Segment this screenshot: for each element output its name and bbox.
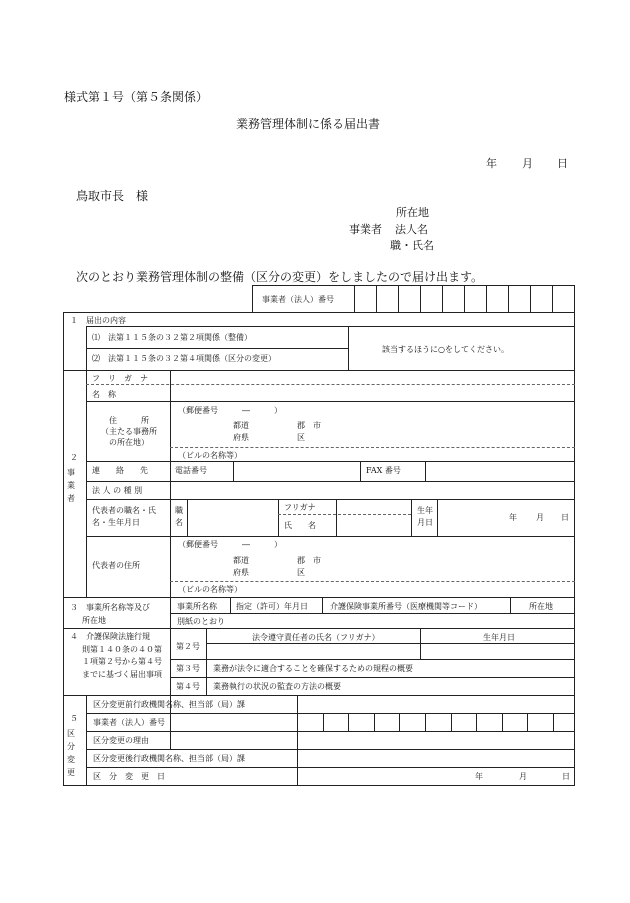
section5-row2: 事業者（法人）番号: [93, 718, 165, 727]
office-location-label: 所在地: [529, 602, 553, 611]
section2-vertical-label: 事 業 者: [67, 468, 75, 503]
corp-type-label: 法 人 の 種 別: [92, 486, 143, 495]
address-label: 住 所 （主たる事務所 の所在地）: [101, 416, 157, 447]
section5-number: ５: [70, 714, 78, 723]
section3-label: ３ 事業所名称等及び 所在地: [70, 603, 150, 625]
compliance-officer-label: 法令遵守責任者の氏名（フリガナ）: [252, 633, 380, 642]
prefecture-line2: 府県: [233, 433, 249, 442]
section1-note: 該当するほうに○をしてください。: [382, 345, 509, 354]
rep-furigana-label: フリガナ: [284, 503, 316, 512]
rep-postal-code: （郵便番号 ― ）: [178, 540, 282, 549]
office-number-label: 介護保険事業所番号（医療機関等コード）: [330, 602, 482, 611]
section5-row3: 区分変更の理由: [93, 736, 149, 745]
rep-title-label: 職 名: [175, 506, 183, 527]
office-name-label: 事業所名称: [177, 602, 217, 611]
rep-prefecture-line1: 都道: [233, 556, 249, 565]
document-title: 業務管理体制に係る届出書: [236, 117, 381, 131]
section5-row4: 区分変更後行政機関名称、担当部（局）課: [93, 754, 245, 763]
applicant-address-label: 所在地: [396, 206, 429, 219]
rep-name-label: 氏 名: [284, 521, 316, 530]
applicant-title-label: 職・氏名: [390, 239, 434, 252]
prefecture-line1: 都道: [233, 421, 249, 430]
section5-row1: 区分変更前行政機関名称、担当部（局）課: [93, 700, 245, 709]
rep-city-line2: 区: [297, 568, 305, 577]
applicant-prefix: 事業者: [349, 223, 382, 236]
section4-item3: 第３号: [176, 664, 200, 673]
rep-prefecture-line2: 府県: [233, 568, 249, 577]
section1-item1: ⑴ 法第１１５条の３２第２項関係（整備）: [92, 333, 252, 342]
name-label: 名 称: [92, 390, 116, 399]
section4-item4-text: 業務執行の状況の監査の方法の概要: [213, 682, 341, 691]
city-line1: 郡 市: [297, 421, 321, 430]
date-year: 年: [486, 157, 497, 170]
postal-code: （郵便番号 ― ）: [178, 406, 282, 415]
section1-item2: ⑵ 法第１１５条の３２第４項関係（区分の変更）: [92, 354, 276, 363]
building-name: （ビルの名称等）: [178, 451, 242, 460]
section5-month: 月: [519, 772, 527, 781]
attachment-note: 別紙のとおり: [177, 617, 225, 626]
furigana-label: フ リ ガ ナ: [92, 374, 148, 383]
section4-item3-text: 業務が法令に適合することを確保するための規程の概要: [213, 664, 413, 673]
compliance-officer-birth-label: 生年月日: [483, 633, 515, 642]
city-line2: 区: [297, 433, 305, 442]
date-month: 月: [522, 157, 533, 170]
intro-text: 次のとおり業務管理体制の整備（区分の変更）をしましたので届け出ます。: [76, 270, 484, 284]
section2-number: ２: [70, 453, 78, 462]
addressee: 鳥取市長 様: [76, 189, 149, 203]
contact-label: 連 絡 先: [92, 466, 148, 475]
rep-birth-month: 月: [536, 513, 544, 522]
rep-building-name: （ビルの名称等）: [178, 585, 242, 594]
rep-birth-day: 日: [561, 513, 569, 522]
section5-row5: 区 分 変 更 日: [93, 772, 165, 781]
rep-address-label: 代表者の住所: [92, 561, 140, 570]
form-number: 様式第１号（第５条関係）: [64, 90, 209, 104]
rep-birth-year: 年: [509, 513, 517, 522]
date-day: 日: [557, 157, 568, 170]
rep-city-line1: 郡 市: [297, 556, 321, 565]
phone-label: 電話番号: [175, 466, 207, 475]
section4-label: ４ 介護保険法施行規 則第１４０条の４０第 １項第２号から第４号 までに基づく届出事項: [70, 632, 162, 679]
section4-item2: 第２号: [176, 642, 200, 651]
section4-item4: 第４号: [176, 682, 200, 691]
section5-day: 日: [562, 772, 570, 781]
fax-label: FAX 番号: [366, 466, 401, 475]
section1-label: １ 届出の内容: [70, 316, 126, 325]
designation-date-label: 指定（許可）年月日: [236, 602, 308, 611]
business-number-label: 事業者（法人）番号: [262, 295, 334, 304]
representative-label: 代表者の職名・氏 名・生年月日: [92, 506, 156, 527]
rep-birth-label: 生年 月日: [417, 506, 433, 527]
section5-year: 年: [475, 772, 483, 781]
applicant-name-label: 法人名: [395, 223, 428, 236]
section5-vertical-label: 区 分 変 更: [67, 729, 75, 777]
